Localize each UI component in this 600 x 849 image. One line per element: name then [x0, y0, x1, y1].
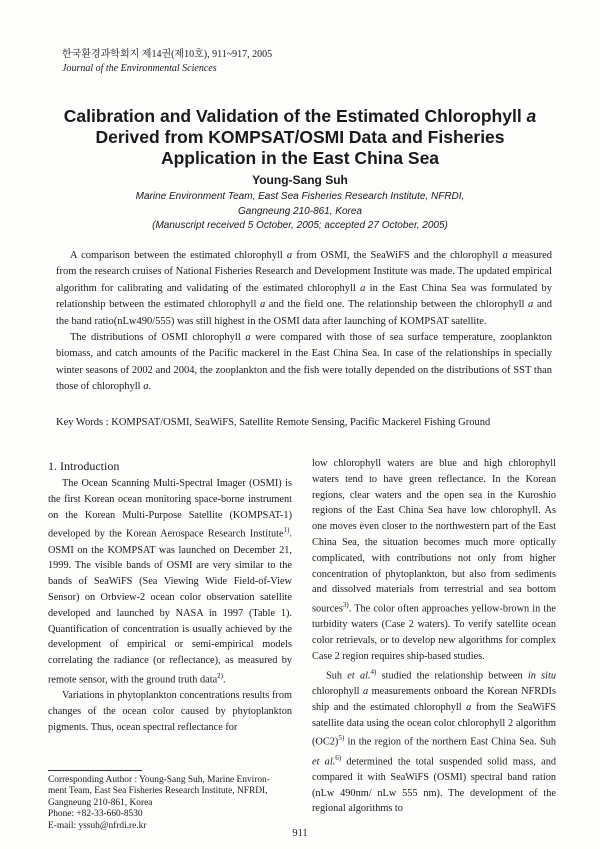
italic-term: a — [245, 332, 251, 344]
page-number: 911 — [292, 828, 308, 839]
journal-korean-citation: 한국환경과학회지 제14권(제10호), 911~917, 2005 — [62, 49, 273, 60]
citation-reference: 1) — [283, 526, 290, 535]
title-line-3: Application in the East China Sea — [160, 148, 440, 168]
affiliation — [0, 190, 600, 234]
footnote-phone: Phone: +82-33-660-8530 — [48, 809, 143, 820]
italic-term: a — [360, 282, 366, 294]
manuscript-dates: (Manuscript received 5 October, 2005; accepted 27 October, 2005) — [152, 220, 448, 231]
title-italic-a: a — [526, 106, 537, 126]
italic-term: et al. — [347, 670, 371, 682]
left-column — [48, 458, 292, 736]
citation-reference: 2) — [217, 671, 224, 680]
footnote-line-1: Corresponding Author : Young-Sang Suh, Marine Environ- — [48, 775, 270, 785]
journal-english-name: Journal of the Environmental Sciences — [62, 63, 217, 74]
affiliation-line-2: Gangneung 210-861, Korea — [238, 205, 362, 217]
citation-reference: 6) — [335, 753, 342, 762]
italic-term: in situ — [527, 670, 556, 682]
footnote-divider — [48, 770, 142, 771]
italic-term: a — [527, 299, 534, 311]
title-line-2: Derived from KOMPSAT/OSMI Data and Fisheries — [95, 127, 505, 147]
affiliation-line-1: Marine Environment Team, East Sea Fisheries Research Institute, NFRDI, — [135, 191, 465, 202]
footnote-line-2: ment Team, East Sea Fisheries Research Institute, NFRDI, — [48, 786, 268, 797]
journal-header — [62, 48, 272, 76]
author-name: Young-Sang Suh — [252, 173, 348, 187]
citation-reference: 4) — [370, 667, 377, 676]
right-column — [312, 456, 556, 817]
citation-reference: 3) — [342, 601, 349, 610]
italic-term: a — [143, 381, 149, 393]
italic-term: a — [286, 250, 293, 261]
italic-term: a — [502, 250, 508, 261]
paper-title — [40, 106, 560, 169]
italic-term: a — [466, 701, 472, 713]
intro-paragraph-3: Suh et al.$^{4)}$ studied the relationship between in situ chlorophyll a measurements onboard the Korean NFRDIs ship and the estimated chlorophyll a from the SeaWiFS satellite data using the ocean color chlorophyll 2 algorithm $(OC2)^{5)}$ in the region of the northern East China Sea. Suh et al.$^{6)}$ determined the total suspended solid mass, and compared it with SeaWiFS (OSMI) spectral band ration (nLw 490nm/ nLw 555 nm). The development of the regional algorithms to — [312, 667, 556, 815]
footnote-email: E-mail: yssuh@nfrdi.re.kr — [48, 820, 147, 831]
corresponding-author-footnote — [48, 775, 296, 832]
title-line-1: Calibration and Validation of the Estimated Chlorophyll — [63, 106, 527, 126]
keywords: Key Words : KOMPSAT/OSMI, SeaWiFS, Satellite Remote Sensing, Pacific Mackerel Fishing Ground — [56, 417, 491, 428]
abstract — [56, 248, 552, 396]
italic-term: a — [362, 686, 369, 697]
abstract-paragraph-2: The distributions of OSMI chlorophyll a were compared with those of sea surface temperature, zooplankton biomass, and catch amounts of the Pacific mackerel in the East China Sea. In case of the relationships in specially winter seasons of 2002 and 2004, the zooplankton and the fish were totally depended on the distributions of SST than those of chlorophyll a. — [56, 332, 552, 393]
section-heading-introduction: 1. Introduction — [48, 459, 120, 473]
intro-paragraph-2-continued: low chlorophyll waters are blue and high chlorophyll waters tend to have green reflectance. In the Korean regions, clear waters and the open sea in the Kuroshio regions of the East China Sea have low chlorophyll. As one moves even closer to the northwestern part of the East China Sea, the situation becomes much more optically complicated, with contributions not only from higher concentration of phytoplankton, but also from sediments and dissolved materials from terrestrial and sea bottom sources$^{3)}$. The color often approaches yellow-brown in the turbidity waters (Case 2 waters). To verify satellite ocean color retrievals, or to develop new algorithms for complex Case 2 region requires ship-based studies. — [312, 458, 556, 662]
italic-term: a — [259, 299, 266, 311]
citation-reference: 5) — [338, 734, 345, 743]
footnote-line-3: Gangneung 210-861, Korea — [48, 797, 153, 808]
abstract-paragraph-1: A comparison between the estimated chlorophyll a from OSMI, the SeaWiFS and the chlorophyll a measured from the research cruises of National Fisheries Research and Development Institute was made. The updated empirical algorithm for calibrating and validating of the estimated chlorophyll a in the East China Sea was formulated by relationship between the estimated chlorophyll a and the field one. The relationship between the chlorophyll a and the band ratio(nLw490/555) was still highest in the OSMI data after launching of KOMPSAT satellite. — [56, 250, 553, 327]
intro-paragraph-2: Variations in phytoplankton concentrations results from changes of the ocean color caused by phytoplankton pigments. Thus, ocean spectral reflectance for — [48, 690, 292, 733]
intro-paragraph-1: The Ocean Scanning Multi-Spectral Imager (OSMI) is the first Korean ocean monitoring space-borne instrument on the Korean Multi-Purpose Satellite (KOMPSAT-1) developed by the Korean Aerospace Research Institute$^{1)}$. OSMI on the KOMPSAT was launched on December 21, 1999. The visible bands of OSMI are very similar to the bands of SeaWiFS (Sea Viewing Wide Field-of-View Sensor) on Orbview-2 ocean color observation satellite developed and launched by NASA in 1997 (Table 1). Quantification of concentration is usually achieved by the development of empirical or semi-empirical models correlating the radiance (or reflectance), as measured by remote sensor, with the ground truth data$^{2)}$. — [48, 478, 292, 686]
italic-term: et al. — [312, 756, 336, 768]
